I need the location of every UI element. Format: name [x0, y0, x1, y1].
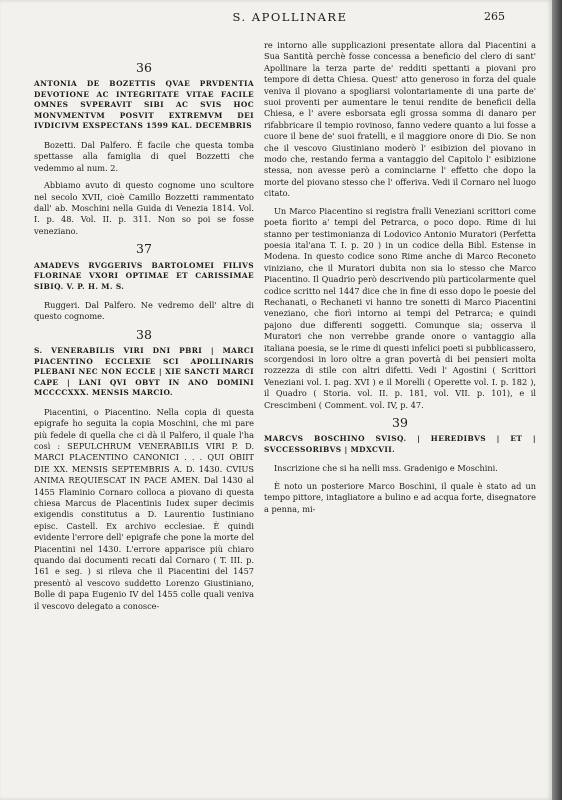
commentary-paragraph: re intorno alle supplicazioni presentate allora dal Piacentini a Sua Santità perchè fosse concessa a beneficio del clero di sant' Apollinare la terza parte de' redditi spettanti a piovani pro tempore di detta Chiesa. Quest' atto generoso in forza del quale veniva il piovano a spogliarsi volontariamente di una parte de' suoi proventi per aumentare le tenui rendite de beneficii della Chiesa, e l' avere esborsata egli grossa somma di danaro per rifabbricare il tempio rovinoso, fanno vedere quanto a lui fosse a cuore il bene de' suoi fratelli, e il maggiore onore di Dio. Se non che il vescovo Giustiniano moderò l' esibizion del piovano in modo che, restando ferma a vantaggio del Capitolo l' esibizione stessa, non avesse però a cominciarne l' effetto che dopo la morte del piovano stesso che l' offeriva. Vedi il Cornaro nel luogo citato. — [264, 40, 536, 199]
inscription-text: MARCVS BOSCHINO SVISQ. | HEREDIBVS | ET | SVCCESSORIBVS | MDXCVII. — [264, 434, 536, 454]
inscription-text: ANTONIA DE BOZETTIS QVAE PRVDENTIA DEVOTIONE AC INTEGRITATE VITAE FACILE OMNES SVPERAVIT SIBI AC SVIS HOC MONVMENTVM POSVIT EXTREMVM DEI IVDICIVM EXSPECTANS 1599 KAL. DECEMBRIS — [34, 79, 254, 131]
commentary-paragraph: È noto un posteriore Marco Boschini, il quale è stato ad un tempo pittore, intagliatore a bulino e ad acqua forte, disegnatore a penna, mi- — [264, 480, 536, 514]
commentary-paragraph: Un Marco Piacentino si registra fralli Veneziani scrittori come poeta fiorito a' tempi del Petrarca, o poco dopo. Rime di lui stanno per testimonianza di Lodovico Antonio Muratori (Perfetta poesia ital'ana T. I. p. 20 ) in un codice della Bibl. Estense in Modena. In questo codice sono Rime anche di Marco Reconeto viniziano, che il Muratori dubita non sia lo stesso che Marco Piacentino. Il Quadrio però descrivendo più particolarmente quel codice scritto nel 1447 dice che in fine di esso dopo le poesie del Rechanati, o Rechaneti vi hanno tre sonetti di Marco Piacentini veneziano, che fiorì intorno ai tempi del Petrarca; e quindi pajono due differenti soggetti. Comunque sia; osserva il Muratori che non verrebbe grande onore o vantaggio alla italiana poesia, se le rime di questi infelici poeti si pubblicassero, scorgendosi in loro oltre a gran povertà di bei pensieri molta rozzezza di stile con altri difetti. Vedi l' Agostini ( Scrittori Veneziani vol. I. pag. XVI ) e il Morelli ( Operette vol. I. p. 182 ), il Quadro ( Storia. vol. II. p. 181, vol. VII. p. 101), e il Crescimbeni ( Comment. vol. IV, p. 47. — [264, 205, 536, 410]
left-column — [34, 58, 254, 618]
inscription-number: 39 — [392, 415, 408, 430]
inscription-number: 38 — [136, 326, 152, 342]
inscription-text: S. VENERABILIS VIRI DNI PBRI | MARCI PIACENTINO ECCLEXIE SCI APOLLINARIS PLEBANI NEC NON ECCLE | XIE SANCTI MARCI CAPE | LANI QVI OBYT IN ANO DOMINI MCCCCXXX. MENSIS MARCIO. — [34, 346, 254, 398]
right-column — [264, 40, 536, 521]
running-head — [0, 10, 552, 28]
page-title: S. APOLLINARE — [232, 10, 348, 24]
commentary-paragraph: Abbiamo avuto di questo cognome uno scultore nel secolo XVII, cioè Camillo Bozzetti rammentato dall' ab. Moschini nella Guida di Venezia 1814. Vol. I. p. 48. Vol. II. p. 311. Non so poi se fosse veneziano. — [34, 180, 254, 236]
page-number: 265 — [484, 10, 505, 23]
inscription-number: 37 — [136, 241, 152, 257]
commentary-paragraph: Ruggeri. Dal Palfero. Ne vedremo dell' altre di questo cognome. — [34, 300, 254, 322]
inscription-text: AMADEVS RVGGERIVS BARTOLOMEI FILIVS FLORINAE VXORI OPTIMAE ET CARISSIMAE SIBIQ. V. P. H. M. S. — [34, 260, 254, 291]
inscription-number: 36 — [136, 60, 152, 75]
commentary-paragraph: Inscrizione che si ha nelli mss. Gradenigo e Moschini. — [274, 463, 498, 474]
commentary-paragraph: Bozetti. Dal Palfero. È facile che questa tomba spettasse alla famiglia di quel Bozzetti che vedemmo al num. 2. — [34, 139, 254, 173]
page-edge — [552, 0, 562, 800]
commentary-paragraph: Piacentini, o Piacentino. Nella copia di questa epigrafe ho seguita la copia Moschini, che mi pare più fedele di quella che ci dà il Palfero, il quale l'ha così : SEPULCHRUM VENERABILIS VIRI P. D. MARCI PLACENTINO CANONICI . . . QUI OBIIT DIE XX. MENSIS SEPTEMBRIS A. D. 1430. CVIUS ANIMA REQUIESCAT IN PACE AMEN. Dal 1430 al 1455 Flaminio Cornaro colloca a piovano di questa chiesa Marcus de Placentinis Iudex super decimis exigendis constitutus a D. Laurentio Iustiniano episc. Castell. Ex archivo ecclesiae. È quindi evidente l'errore dell' epigrafe che pone la morte del Piacentini nel 1430. L'errore apparisce più chiaro quando dai documenti recati dal Cornaro ( T. III. p. 161 e seg. ) si rileva che il Piacentini del 1457 presentò al vescovo suddetto Lorenzo Giustiniano, Bolle di papa Eugenio IV del 1455 colle quali veniva il vescovo delegato a conosce- — [34, 406, 254, 611]
